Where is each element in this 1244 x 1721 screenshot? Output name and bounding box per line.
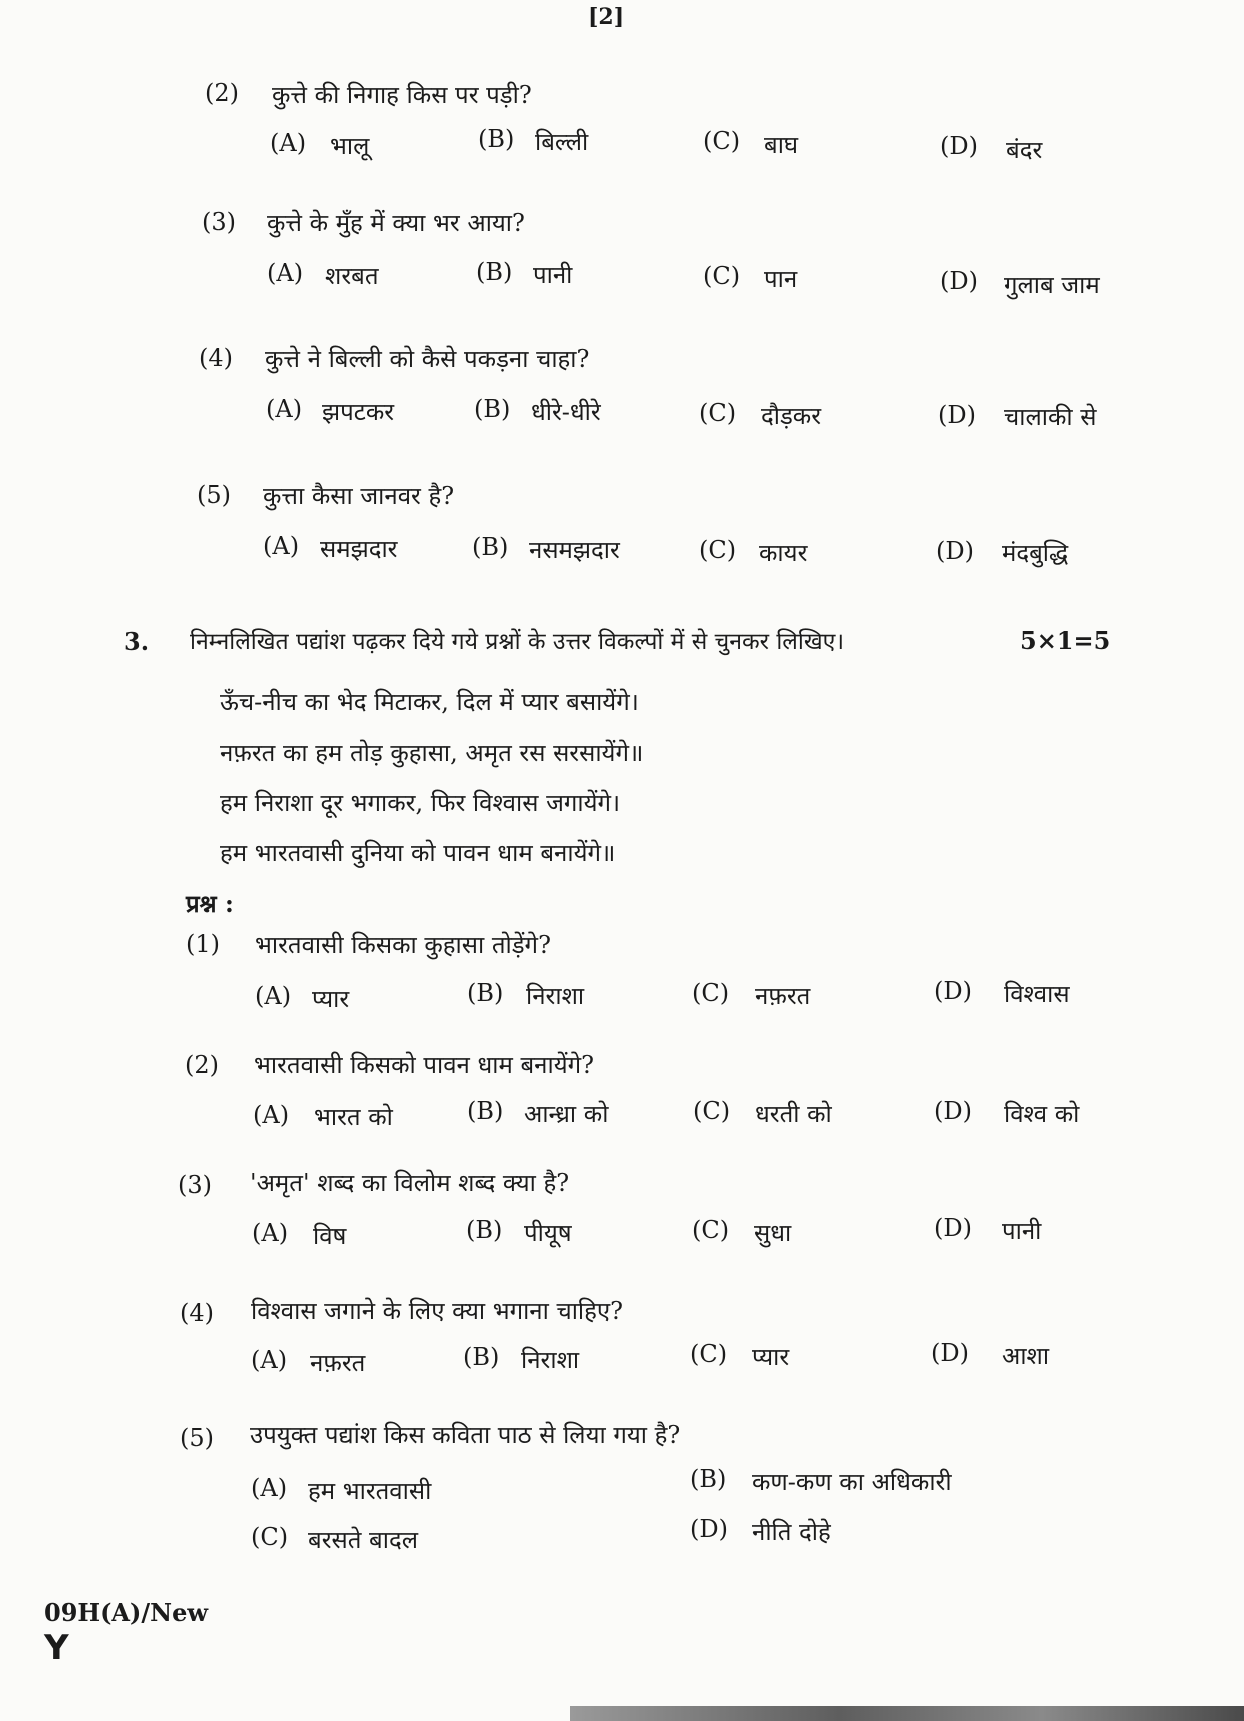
question-text: विश्वास जगाने के लिए क्या भगाना चाहिए? xyxy=(251,1297,624,1325)
option-text: चालाकी से xyxy=(1004,403,1097,431)
option-text: मंदबुद्धि xyxy=(1002,539,1069,567)
option-label: (C) xyxy=(703,262,741,290)
option-text: सुधा xyxy=(754,1219,792,1247)
question-number: (2) xyxy=(185,1051,219,1079)
option-text: कायर xyxy=(759,539,808,567)
option-text: बिल्ली xyxy=(535,128,589,156)
option-text: धरती को xyxy=(755,1100,832,1128)
option-text: दौड़कर xyxy=(761,402,822,430)
option-label: (B) xyxy=(474,395,511,423)
option-label: (B) xyxy=(476,258,513,286)
question-number: (3) xyxy=(178,1171,212,1199)
option-label: (A) xyxy=(251,1474,288,1502)
option-label: (C) xyxy=(699,399,737,427)
option-label: (B) xyxy=(467,979,504,1007)
question-number: (5) xyxy=(197,481,231,509)
option-label: (B) xyxy=(478,125,515,153)
option-text: विश्व को xyxy=(1004,1100,1080,1128)
series-letter: Y xyxy=(44,1628,69,1668)
option-label: (A) xyxy=(252,1219,289,1247)
option-label: (C) xyxy=(690,1340,728,1368)
option-text: नफ़रत xyxy=(310,1349,366,1377)
option-label: (D) xyxy=(934,1097,972,1125)
question-text: भारतवासी किसको पावन धाम बनायेंगे? xyxy=(254,1051,594,1079)
option-label: (C) xyxy=(699,536,737,564)
question-text: 'अमृत' शब्द का विलोम शब्द क्या है? xyxy=(250,1169,570,1197)
option-label: (A) xyxy=(270,129,307,157)
option-text: बाघ xyxy=(764,131,799,159)
option-text: नीति दोहे xyxy=(752,1518,831,1546)
option-label: (D) xyxy=(940,267,978,295)
option-text: पानी xyxy=(1002,1217,1042,1245)
option-text: निराशा xyxy=(521,1346,580,1374)
questions-heading: प्रश्न : xyxy=(186,889,234,918)
option-text: कण-कण का अधिकारी xyxy=(752,1468,952,1496)
option-text: समझदार xyxy=(320,535,398,563)
question-number: (4) xyxy=(199,344,233,372)
poem-line: ऊँच-नीच का भेद मिटाकर, दिल में प्यार बसायेंगे। xyxy=(220,688,639,716)
question-number: (2) xyxy=(205,79,239,107)
option-text: नफ़रत xyxy=(755,982,811,1010)
option-label: (A) xyxy=(263,532,300,560)
option-text: बरसते बादल xyxy=(308,1526,418,1554)
option-label: (B) xyxy=(690,1465,727,1493)
option-text: विश्वास xyxy=(1004,980,1070,1008)
question-text: भारतवासी किसका कुहासा तोड़ेंगे? xyxy=(255,931,551,959)
question-text: उपयुक्त पद्यांश किस कविता पाठ से लिया गया है? xyxy=(250,1421,681,1449)
option-label: (B) xyxy=(466,1216,503,1244)
option-label: (D) xyxy=(690,1515,728,1543)
option-text: शरबत xyxy=(325,262,379,290)
section-marks: 5×1=5 xyxy=(1020,626,1111,655)
option-label: (D) xyxy=(938,401,976,429)
option-label: (D) xyxy=(940,132,978,160)
section-number: 3. xyxy=(124,627,150,656)
option-text: बंदर xyxy=(1006,136,1043,164)
question-text: कुत्ता कैसा जानवर है? xyxy=(263,482,455,510)
option-text: भालू xyxy=(330,132,370,160)
poem-line: हम निराशा दूर भगाकर, फिर विश्वास जगायेंगे। xyxy=(220,789,621,817)
option-label: (D) xyxy=(936,537,974,565)
option-label: (B) xyxy=(467,1097,504,1125)
option-text: प्यार xyxy=(752,1343,790,1371)
poem-line: हम भारतवासी दुनिया को पावन धाम बनायेंगे॥ xyxy=(220,839,616,867)
option-label: (B) xyxy=(463,1343,500,1371)
option-label: (C) xyxy=(703,127,741,155)
question-number: (1) xyxy=(186,930,220,958)
option-text: भारत को xyxy=(314,1103,393,1131)
question-number: (4) xyxy=(180,1299,214,1327)
option-label: (C) xyxy=(693,1097,731,1125)
section-instruction: निम्नलिखित पद्यांश पढ़कर दिये गये प्रश्नों के उत्तर विकल्पों में से चुनकर लिखिए। xyxy=(190,629,845,655)
option-label: (C) xyxy=(251,1523,289,1551)
option-text: झपटकर xyxy=(322,398,395,426)
option-text: हम भारतवासी xyxy=(308,1477,432,1505)
option-label: (B) xyxy=(472,533,509,561)
option-label: (D) xyxy=(934,977,972,1005)
poem-line: नफ़रत का हम तोड़ कुहासा, अमृत रस सरसायेंगे॥ xyxy=(220,739,644,767)
option-text: निराशा xyxy=(526,982,585,1010)
option-label: (A) xyxy=(255,982,292,1010)
option-label: (D) xyxy=(931,1339,969,1367)
option-text: विष xyxy=(313,1222,347,1250)
option-label: (A) xyxy=(267,259,304,287)
option-label: (A) xyxy=(253,1101,290,1129)
option-text: प्यार xyxy=(312,985,350,1013)
option-text: नसमझदार xyxy=(529,536,620,564)
option-text: आन्ध्रा को xyxy=(524,1100,609,1128)
page-number: [2] xyxy=(588,4,625,30)
question-text: कुत्ते की निगाह किस पर पड़ी? xyxy=(272,81,532,109)
question-number: (3) xyxy=(202,208,236,236)
option-text: पानी xyxy=(533,261,573,289)
option-text: पीयूष xyxy=(524,1219,572,1247)
option-text: आशा xyxy=(1002,1342,1050,1370)
option-text: गुलाब जाम xyxy=(1004,271,1100,299)
option-text: धीरे-धीरे xyxy=(531,398,601,426)
option-label: (C) xyxy=(692,1216,730,1244)
question-text: कुत्ते ने बिल्ली को कैसे पकड़ना चाहा? xyxy=(265,345,590,373)
option-text: पान xyxy=(764,265,798,293)
option-label: (A) xyxy=(266,395,303,423)
question-text: कुत्ते के मुँह में क्या भर आया? xyxy=(267,209,525,237)
option-label: (A) xyxy=(251,1346,288,1374)
option-label: (D) xyxy=(934,1214,972,1242)
paper-code: 09H(A)/New xyxy=(44,1598,209,1627)
scan-edge-strip xyxy=(570,1706,1244,1721)
option-label: (C) xyxy=(692,979,730,1007)
question-number: (5) xyxy=(180,1424,214,1452)
